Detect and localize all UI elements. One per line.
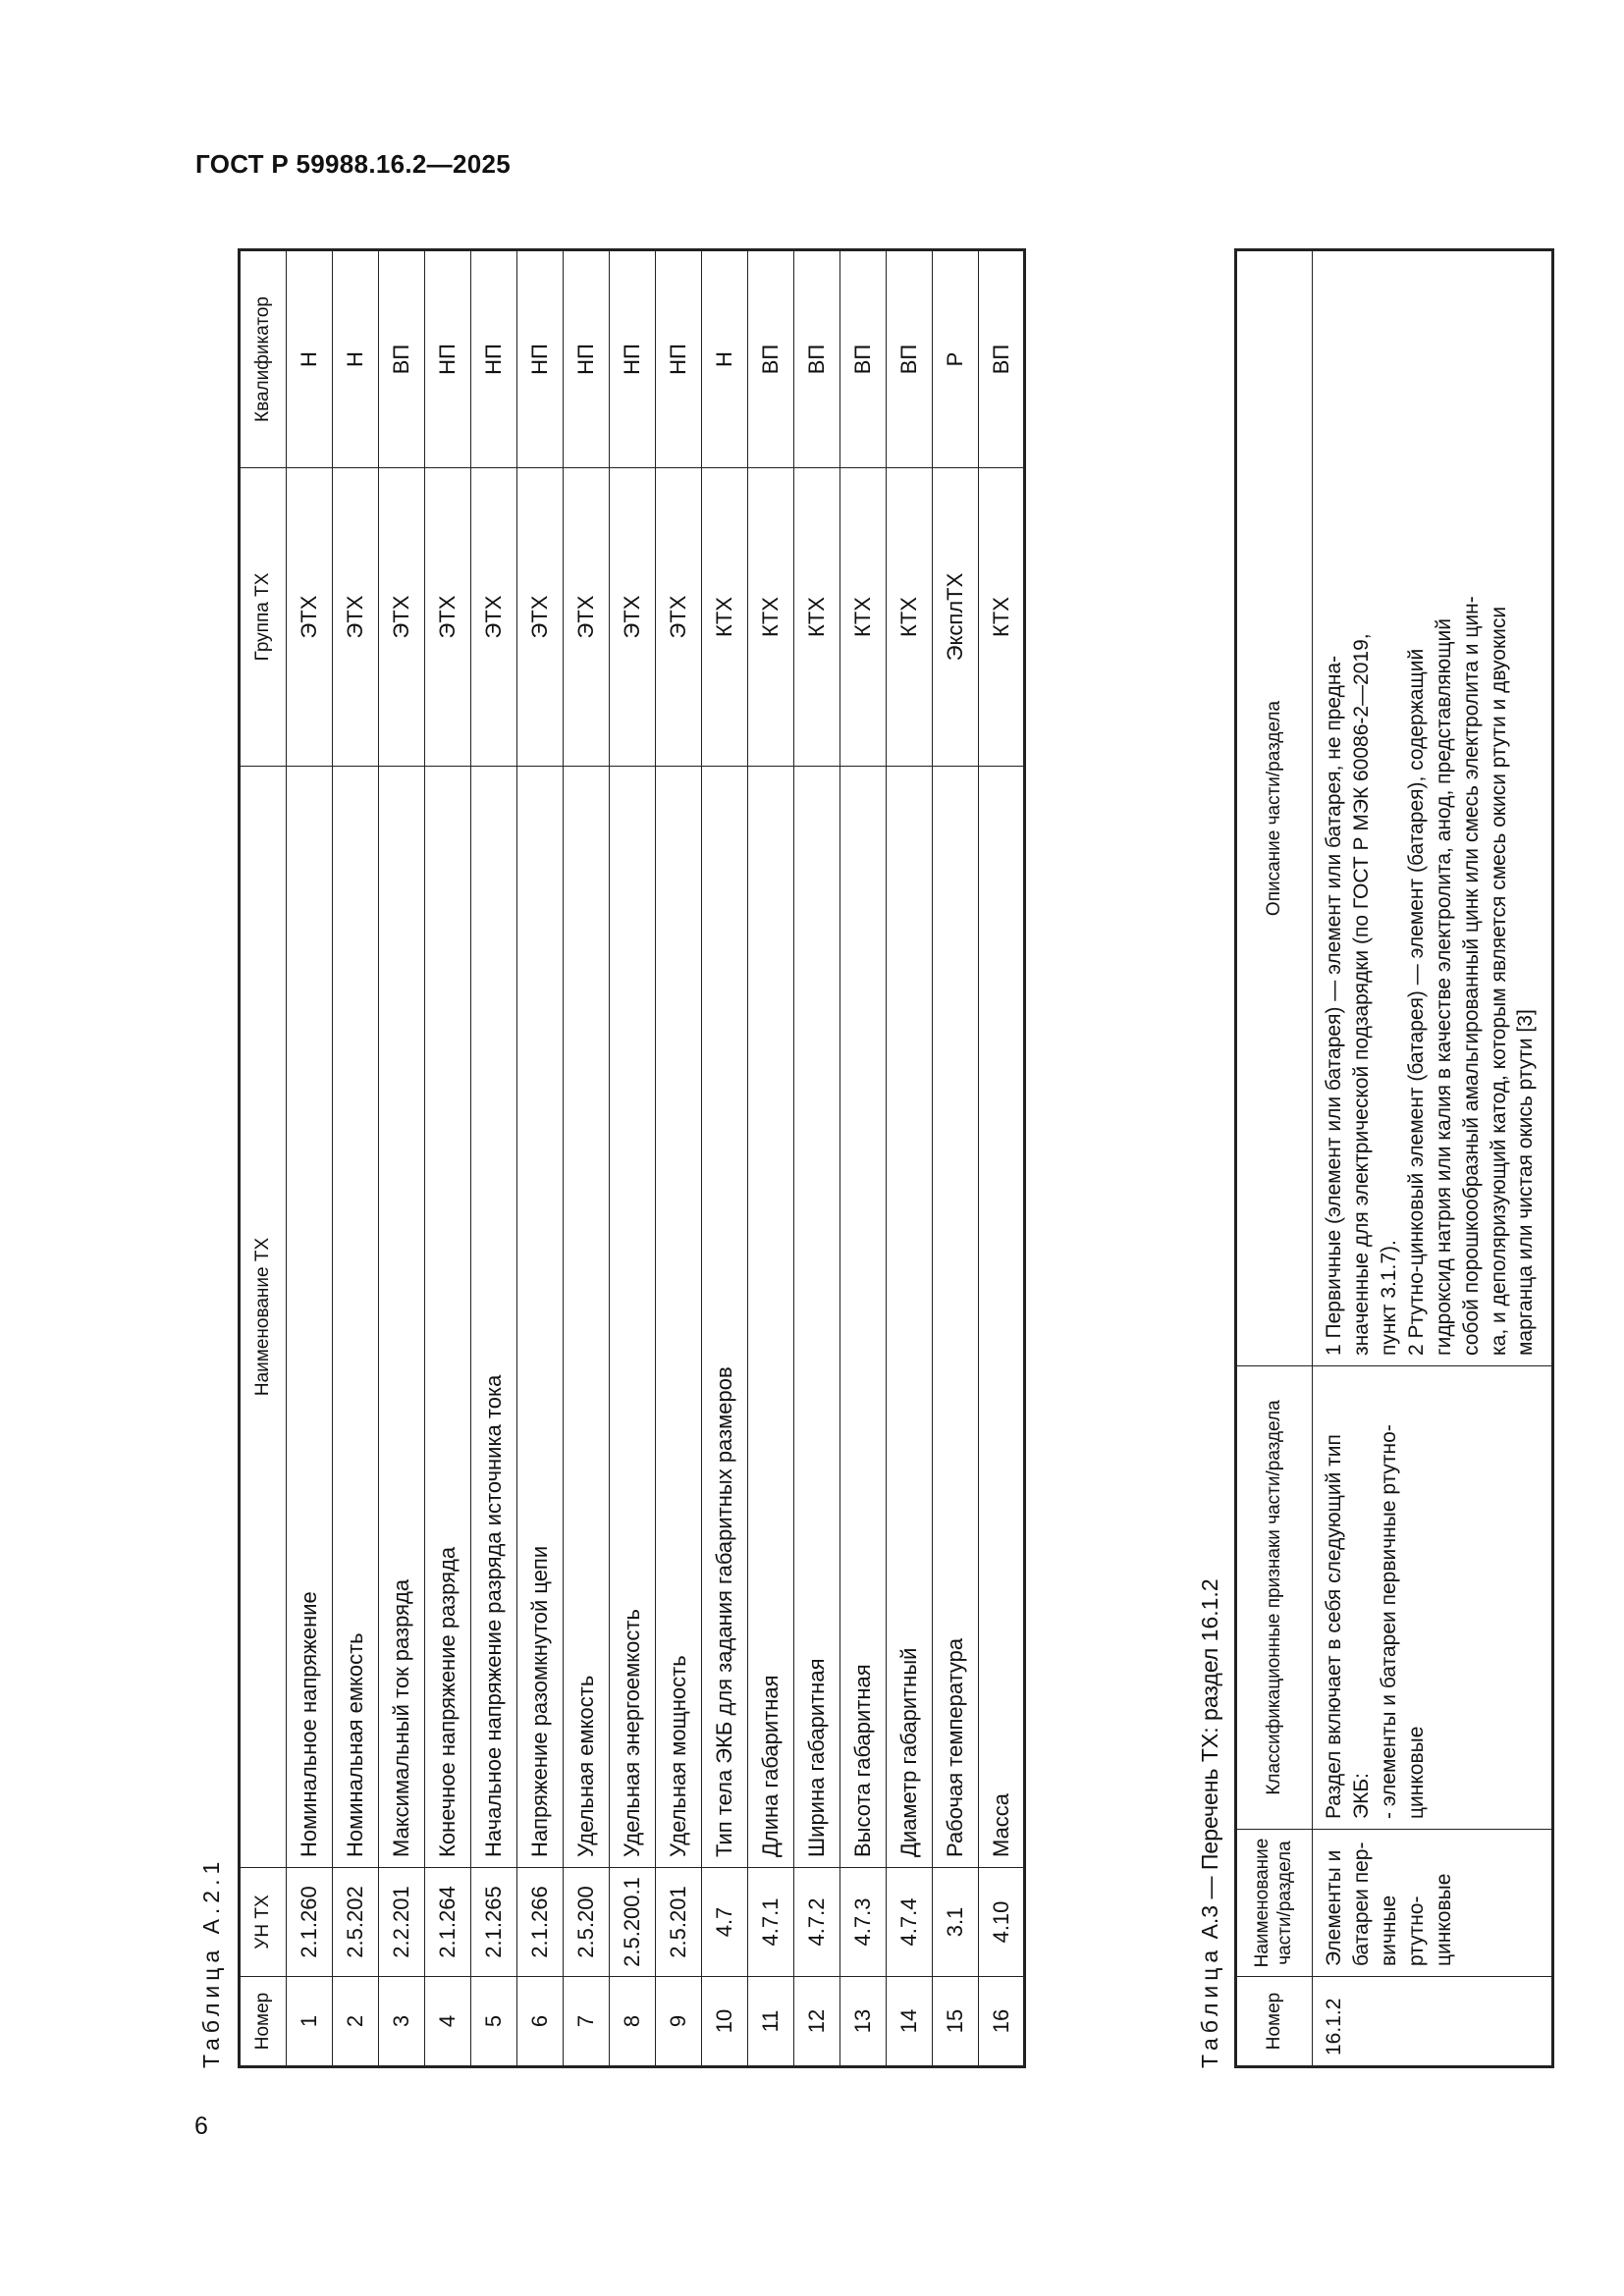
table-row xyxy=(702,250,748,2067)
col-header-features: Классификационные признаки части/раздела xyxy=(1236,1366,1313,1830)
cell-un-tx: 4.10 xyxy=(979,1868,1025,1977)
table-row xyxy=(610,250,656,2067)
cell-number: 9 xyxy=(656,1977,702,2067)
table-a3-header-row xyxy=(1236,250,1313,2067)
col-header-name-tx: Наименование ТХ xyxy=(240,767,287,1868)
standard-title: ГОСТ Р 59988.16.2—2025 xyxy=(195,149,511,179)
table-row xyxy=(794,250,840,2067)
table-a3-caption-rest: А.3 — Перечень ТХ: раздел 16.1.2 xyxy=(1197,1578,1222,1946)
cell-group-tx: КТХ xyxy=(702,468,748,767)
cell-un-tx: 4.7 xyxy=(702,1868,748,1977)
cell-qualifier: Р xyxy=(933,250,979,468)
table-row xyxy=(379,250,425,2067)
cell-name-tx: Номинальная емкость xyxy=(333,767,379,1868)
table-row xyxy=(840,250,887,2067)
cell-qualifier: ВП xyxy=(979,250,1025,468)
cell-group-tx: ЭТХ xyxy=(610,468,656,767)
cell-number: 1 xyxy=(287,1977,333,2067)
table-a3-caption-prefix: Таблица xyxy=(1197,1945,1222,2068)
cell-group-tx: КТХ xyxy=(748,468,794,767)
part-features: Раздел включает в себя следующий тип ЭКБ: - элементы и батареи первичные ртутно- цинковые xyxy=(1313,1366,1553,1830)
cell-name-tx: Масса xyxy=(979,767,1025,1868)
col-header-group-tx: Группа ТХ xyxy=(240,468,287,767)
cell-un-tx: 2.1.264 xyxy=(425,1868,471,1977)
table-row xyxy=(425,250,471,2067)
cell-name-tx: Ширина габаритная xyxy=(794,767,840,1868)
table-row xyxy=(1313,250,1553,2067)
cell-number: 13 xyxy=(840,1977,887,2067)
cell-number: 11 xyxy=(748,1977,794,2067)
col-header-number: Номер xyxy=(240,1977,287,2067)
table-row xyxy=(287,250,333,2067)
cell-qualifier: Н xyxy=(333,250,379,468)
cell-un-tx: 4.7.2 xyxy=(794,1868,840,1977)
col-header-un-tx: УН ТХ xyxy=(240,1868,287,1977)
table-row xyxy=(933,250,979,2067)
col-header-qualifier: Квалификатор xyxy=(240,250,287,468)
rotated-page-content xyxy=(194,0,1600,2068)
cell-name-tx: Удельная энергоемкость xyxy=(610,767,656,1868)
table-row xyxy=(471,250,517,2067)
cell-qualifier: Н xyxy=(287,250,333,468)
table-a21-header-row xyxy=(240,250,287,2067)
cell-number: 15 xyxy=(933,1977,979,2067)
cell-name-tx: Удельная мощность xyxy=(656,767,702,1868)
cell-group-tx: КТХ xyxy=(887,468,933,767)
cell-un-tx: 2.1.266 xyxy=(517,1868,564,1977)
table-a3 xyxy=(1234,248,1554,2068)
table-row xyxy=(333,250,379,2067)
cell-un-tx: 2.5.200.1 xyxy=(610,1868,656,1977)
page-number: 6 xyxy=(194,2112,208,2140)
cell-qualifier: ВП xyxy=(379,250,425,468)
cell-qualifier: НП xyxy=(564,250,610,468)
cell-qualifier: НП xyxy=(425,250,471,468)
cell-un-tx: 4.7.1 xyxy=(748,1868,794,1977)
table-a3-caption xyxy=(1199,1578,1221,2068)
cell-qualifier: ВП xyxy=(794,250,840,468)
cell-name-tx: Рабочая температура xyxy=(933,767,979,1868)
table-a21 xyxy=(238,248,1026,2068)
cell-number: 7 xyxy=(564,1977,610,2067)
cell-name-tx: Диаметр габаритный xyxy=(887,767,933,1868)
cell-number: 4 xyxy=(425,1977,471,2067)
cell-un-tx: 2.1.260 xyxy=(287,1868,333,1977)
cell-group-tx: ЭТХ xyxy=(471,468,517,767)
cell-qualifier: НП xyxy=(517,250,564,468)
table-row xyxy=(517,250,564,2067)
cell-qualifier: Н xyxy=(702,250,748,468)
cell-qualifier: НП xyxy=(471,250,517,468)
cell-number: 3 xyxy=(379,1977,425,2067)
cell-name-tx: Длина габаритная xyxy=(748,767,794,1868)
cell-un-tx: 2.5.202 xyxy=(333,1868,379,1977)
cell-number: 16 xyxy=(979,1977,1025,2067)
cell-un-tx: 2.1.265 xyxy=(471,1868,517,1977)
cell-qualifier: НП xyxy=(656,250,702,468)
cell-name-tx: Тип тела ЭКБ для задания габаритных размеров xyxy=(702,767,748,1868)
col-header-part-name: Наименование части/раздела xyxy=(1236,1830,1313,1977)
cell-number: 12 xyxy=(794,1977,840,2067)
cell-group-tx: ЭТХ xyxy=(379,468,425,767)
table-a21-caption: Таблица А.2.1 xyxy=(198,1856,224,2068)
cell-name-tx: Удельная емкость xyxy=(564,767,610,1868)
cell-qualifier: ВП xyxy=(748,250,794,468)
cell-group-tx: ЭТХ xyxy=(333,468,379,767)
cell-group-tx: ЭксплТХ xyxy=(933,468,979,767)
part-description: 1 Первичные (элемент или батарея) — элемент или батарея, не предна- значенные для электрической подзарядки (по ГОСТ Р МЭК 60086-2—2019, пункт 3.1.7). 2 Ртутно-цинковый элемент (батарея) — элемент (батарея), содержащий гидроксид натрия или калия в качестве электролита, анод, представляющий собой порошкообразный амальгированный цинк или смесь электролита и цин- ка, и деполяризующий катод, которым является смесь окиси ртути и двуокиси марганца или чистая окись ртути [3] xyxy=(1313,250,1553,1366)
cell-group-tx: КТХ xyxy=(979,468,1025,767)
table-row xyxy=(887,250,933,2067)
cell-number: 10 xyxy=(702,1977,748,2067)
cell-name-tx: Конечное напряжение разряда xyxy=(425,767,471,1868)
cell-un-tx: 4.7.4 xyxy=(887,1868,933,1977)
table-row xyxy=(748,250,794,2067)
cell-un-tx: 2.5.201 xyxy=(656,1868,702,1977)
cell-name-tx: Напряжение разомкнутой цепи xyxy=(517,767,564,1868)
cell-qualifier: НП xyxy=(610,250,656,468)
cell-name-tx: Высота габаритная xyxy=(840,767,887,1868)
table-row xyxy=(564,250,610,2067)
cell-qualifier: ВП xyxy=(887,250,933,468)
part-number: 16.1.2 xyxy=(1313,1977,1553,2067)
table-row xyxy=(979,250,1025,2067)
cell-group-tx: ЭТХ xyxy=(564,468,610,767)
cell-un-tx: 4.7.3 xyxy=(840,1868,887,1977)
col-header-number: Номер xyxy=(1236,1977,1313,2067)
cell-number: 2 xyxy=(333,1977,379,2067)
cell-group-tx: КТХ xyxy=(840,468,887,767)
cell-name-tx: Максимальный ток разряда xyxy=(379,767,425,1868)
cell-qualifier: ВП xyxy=(840,250,887,468)
cell-un-tx: 3.1 xyxy=(933,1868,979,1977)
cell-group-tx: ЭТХ xyxy=(517,468,564,767)
cell-group-tx: ЭТХ xyxy=(425,468,471,767)
cell-number: 5 xyxy=(471,1977,517,2067)
cell-un-tx: 2.5.200 xyxy=(564,1868,610,1977)
cell-group-tx: ЭТХ xyxy=(287,468,333,767)
cell-number: 14 xyxy=(887,1977,933,2067)
cell-un-tx: 2.2.201 xyxy=(379,1868,425,1977)
table-row xyxy=(656,250,702,2067)
cell-number: 6 xyxy=(517,1977,564,2067)
col-header-description: Описание части/раздела xyxy=(1236,250,1313,1366)
part-name: Элементы и батареи пер- вичные ртутно- цинковые xyxy=(1313,1830,1553,1977)
cell-group-tx: КТХ xyxy=(794,468,840,767)
cell-number: 8 xyxy=(610,1977,656,2067)
cell-group-tx: ЭТХ xyxy=(656,468,702,767)
cell-name-tx: Начальное напряжение разряда источника тока xyxy=(471,767,517,1868)
cell-name-tx: Номинальное напряжение xyxy=(287,767,333,1868)
